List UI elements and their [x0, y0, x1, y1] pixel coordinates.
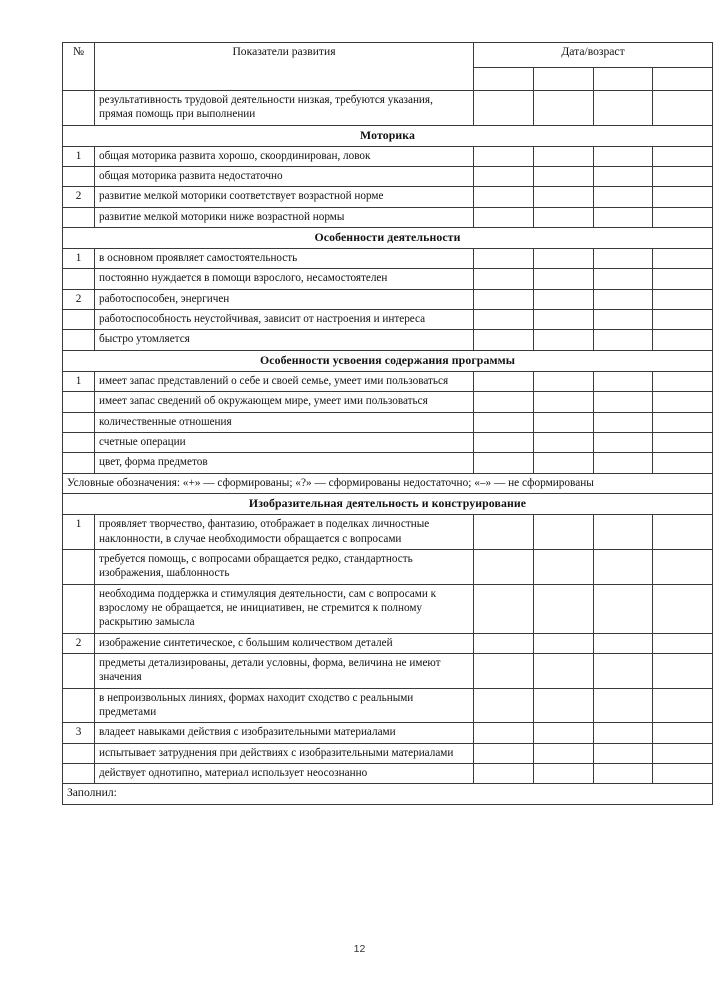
rating-cell-r15-c-2[interactable] [533, 412, 593, 432]
row-number [63, 392, 95, 412]
table-row [63, 289, 713, 309]
rating-cell-r11-c-4[interactable] [653, 330, 713, 350]
rating-cell-r16-c-4[interactable] [653, 432, 713, 452]
row-number: 2 [63, 633, 95, 653]
rating-cell-r2-c-3[interactable] [593, 146, 653, 166]
rating-cell-r21-c-3[interactable] [593, 549, 653, 584]
rating-cell-r8-c-4[interactable] [653, 269, 713, 289]
rating-cell-r27-c-1[interactable] [474, 743, 534, 763]
indicator-text: испытывает затруднения при действиях с изобразительными материалами [95, 743, 474, 763]
rating-cell-r15-c-1[interactable] [474, 412, 534, 432]
rating-cell-r10-c-2[interactable] [533, 310, 593, 330]
header-indicator: Показатели развития [95, 43, 474, 91]
rating-cell-r0-c-4[interactable] [653, 91, 713, 126]
row-number: 2 [63, 289, 95, 309]
row-number [63, 743, 95, 763]
rating-cell-r3-c-4[interactable] [653, 167, 713, 187]
rating-cell-r4-c-4[interactable] [653, 187, 713, 207]
indicator-text: имеет запас сведений об окружающем мире, умеет ими пользоваться [95, 392, 474, 412]
rating-cell-r20-c-3[interactable] [593, 515, 653, 550]
indicator-text: постоянно нуждается в помощи взрослого, несамостоятелен [95, 269, 474, 289]
row-number [63, 432, 95, 452]
row-number [63, 549, 95, 584]
table-body [63, 43, 713, 805]
rating-cell-r9-c-4[interactable] [653, 289, 713, 309]
rating-cell-r21-c-1[interactable] [474, 549, 534, 584]
row-number [63, 653, 95, 688]
row-number [63, 269, 95, 289]
section-title: Особенности деятельности [63, 228, 713, 249]
table-row [63, 207, 713, 227]
indicator-text: цвет, форма предметов [95, 453, 474, 473]
section-header-row [63, 350, 713, 371]
rating-cell-r25-c-3[interactable] [593, 688, 653, 723]
rating-cell-r2-c-4[interactable] [653, 146, 713, 166]
row-number [63, 453, 95, 473]
row-number: 1 [63, 515, 95, 550]
row-number [63, 688, 95, 723]
rating-cell-r5-c-2[interactable] [533, 207, 593, 227]
rating-cell-r22-c-4[interactable] [653, 584, 713, 633]
header-number: № [63, 43, 95, 91]
rating-cell-r16-c-2[interactable] [533, 432, 593, 452]
rating-cell-r4-c-2[interactable] [533, 187, 593, 207]
row-number [63, 763, 95, 783]
filled-by-row[interactable] [63, 784, 713, 805]
section-title: Моторика [63, 125, 713, 146]
indicator-text: общая моторика развита недостаточно [95, 167, 474, 187]
table-row [63, 453, 713, 473]
header-date-age: Дата/возраст [474, 43, 713, 68]
rating-cell-r4-c-3[interactable] [593, 187, 653, 207]
indicator-text: развитие мелкой моторики соответствует возрастной норме [95, 187, 474, 207]
row-number [63, 412, 95, 432]
table-row [63, 653, 713, 688]
rating-cell-r15-c-4[interactable] [653, 412, 713, 432]
table-row [63, 167, 713, 187]
table-row [63, 187, 713, 207]
rating-cell-r3-c-2[interactable] [533, 167, 593, 187]
rating-cell-r8-c-2[interactable] [533, 269, 593, 289]
rating-cell-r16-c-3[interactable] [593, 432, 653, 452]
rating-cell-r24-c-4[interactable] [653, 653, 713, 688]
row-number [63, 310, 95, 330]
rating-cell-r7-c-1[interactable] [474, 249, 534, 269]
rating-cell-r26-c-3[interactable] [593, 723, 653, 743]
rating-cell-r28-c-2[interactable] [533, 763, 593, 783]
indicator-text: быстро утомляется [95, 330, 474, 350]
header-date-column-3[interactable] [593, 68, 653, 91]
rating-cell-r13-c-1[interactable] [474, 371, 534, 391]
row-number [63, 167, 95, 187]
indicator-text: работоспособен, энергичен [95, 289, 474, 309]
rating-cell-r16-c-1[interactable] [474, 432, 534, 452]
rating-cell-r28-c-4[interactable] [653, 763, 713, 783]
table-row [63, 515, 713, 550]
rating-cell-r23-c-3[interactable] [593, 633, 653, 653]
indicator-text: работоспособность неустойчивая, зависит от настроения и интереса [95, 310, 474, 330]
legend-row [63, 473, 713, 494]
section-header-row [63, 228, 713, 249]
legend-text: Условные обозначения: «+» — сформированы; «?» — сформированы недостаточно; «–» — не сформированы [63, 473, 713, 494]
rating-cell-r23-c-4[interactable] [653, 633, 713, 653]
rating-cell-r10-c-3[interactable] [593, 310, 653, 330]
rating-cell-r25-c-1[interactable] [474, 688, 534, 723]
rating-cell-r10-c-1[interactable] [474, 310, 534, 330]
row-number [63, 330, 95, 350]
rating-cell-r27-c-4[interactable] [653, 743, 713, 763]
table-row [63, 269, 713, 289]
indicator-text: предметы детализированы, детали условны, форма, величина не имеют значения [95, 653, 474, 688]
rating-cell-r14-c-4[interactable] [653, 392, 713, 412]
rating-cell-r24-c-2[interactable] [533, 653, 593, 688]
table-row [63, 584, 713, 633]
rating-cell-r17-c-1[interactable] [474, 453, 534, 473]
rating-cell-r26-c-4[interactable] [653, 723, 713, 743]
table-row [63, 633, 713, 653]
rating-cell-r9-c-1[interactable] [474, 289, 534, 309]
rating-cell-r20-c-2[interactable] [533, 515, 593, 550]
rating-cell-r10-c-4[interactable] [653, 310, 713, 330]
row-number [63, 584, 95, 633]
rating-cell-r23-c-1[interactable] [474, 633, 534, 653]
table-row [63, 330, 713, 350]
row-number [63, 207, 95, 227]
rating-cell-r27-c-3[interactable] [593, 743, 653, 763]
rating-cell-r22-c-2[interactable] [533, 584, 593, 633]
filled-by-label: Заполнил: [63, 784, 713, 805]
rating-cell-r21-c-2[interactable] [533, 549, 593, 584]
row-number: 3 [63, 723, 95, 743]
assessment-sheet [62, 42, 712, 805]
rating-cell-r0-c-2[interactable] [533, 91, 593, 126]
table-row [63, 549, 713, 584]
rating-cell-r17-c-3[interactable] [593, 453, 653, 473]
rating-cell-r7-c-3[interactable] [593, 249, 653, 269]
rating-cell-r2-c-2[interactable] [533, 146, 593, 166]
section-title: Особенности усвоения содержания программы [63, 350, 713, 371]
rating-cell-r20-c-1[interactable] [474, 515, 534, 550]
section-title: Изобразительная деятельность и конструирование [63, 494, 713, 515]
rating-cell-r13-c-4[interactable] [653, 371, 713, 391]
indicator-text: счетные операции [95, 432, 474, 452]
indicator-text: в непроизвольных линиях, формах находит сходство с реальными предметами [95, 688, 474, 723]
table-row [63, 392, 713, 412]
rating-cell-r3-c-3[interactable] [593, 167, 653, 187]
indicator-text: количественные отношения [95, 412, 474, 432]
indicator-text: результативность трудовой деятельности низкая, требуются указания, прямая помощь при выполнении [95, 91, 474, 126]
table-row [63, 432, 713, 452]
row-number: 1 [63, 371, 95, 391]
table-row [63, 743, 713, 763]
table-row [63, 412, 713, 432]
table-row [63, 249, 713, 269]
rating-cell-r26-c-1[interactable] [474, 723, 534, 743]
rating-cell-r14-c-1[interactable] [474, 392, 534, 412]
rating-cell-r4-c-1[interactable] [474, 187, 534, 207]
indicator-text: проявляет творчество, фантазию, отображает в поделках личностные наклонности, в случае необходимости обращается с вопросами [95, 515, 474, 550]
row-number: 1 [63, 146, 95, 166]
development-indicators-table [62, 42, 713, 805]
indicator-text: развитие мелкой моторики ниже возрастной нормы [95, 207, 474, 227]
rating-cell-r11-c-3[interactable] [593, 330, 653, 350]
indicator-text: имеет запас представлений о себе и своей семье, умеет ими пользоваться [95, 371, 474, 391]
rating-cell-r5-c-1[interactable] [474, 207, 534, 227]
rating-cell-r26-c-2[interactable] [533, 723, 593, 743]
rating-cell-r21-c-4[interactable] [653, 549, 713, 584]
row-number: 1 [63, 249, 95, 269]
indicator-text: общая моторика развита хорошо, скоординирован, ловок [95, 146, 474, 166]
rating-cell-r27-c-2[interactable] [533, 743, 593, 763]
rating-cell-r7-c-4[interactable] [653, 249, 713, 269]
header-date-column-4[interactable] [653, 68, 713, 91]
rating-cell-r0-c-1[interactable] [474, 91, 534, 126]
section-header-row [63, 125, 713, 146]
row-number [63, 91, 95, 126]
table-row [63, 688, 713, 723]
rating-cell-r22-c-3[interactable] [593, 584, 653, 633]
rating-cell-r2-c-1[interactable] [474, 146, 534, 166]
indicator-text: изображение синтетическое, с большим количеством деталей [95, 633, 474, 653]
rating-cell-r13-c-2[interactable] [533, 371, 593, 391]
rating-cell-r14-c-3[interactable] [593, 392, 653, 412]
rating-cell-r20-c-4[interactable] [653, 515, 713, 550]
rating-cell-r28-c-3[interactable] [593, 763, 653, 783]
rating-cell-r28-c-1[interactable] [474, 763, 534, 783]
rating-cell-r5-c-4[interactable] [653, 207, 713, 227]
page-number: 12 [353, 943, 366, 955]
rating-cell-r8-c-3[interactable] [593, 269, 653, 289]
table-row [63, 310, 713, 330]
rating-cell-r14-c-2[interactable] [533, 392, 593, 412]
table-row [63, 763, 713, 783]
indicator-text: действует однотипно, материал использует неосознанно [95, 763, 474, 783]
rating-cell-r25-c-2[interactable] [533, 688, 593, 723]
indicator-text: владеет навыками действия с изобразительными материалами [95, 723, 474, 743]
rating-cell-r11-c-2[interactable] [533, 330, 593, 350]
rating-cell-r25-c-4[interactable] [653, 688, 713, 723]
rating-cell-r8-c-1[interactable] [474, 269, 534, 289]
header-date-column-1[interactable] [474, 68, 534, 91]
row-number: 2 [63, 187, 95, 207]
rating-cell-r24-c-1[interactable] [474, 653, 534, 688]
table-row [63, 371, 713, 391]
rating-cell-r3-c-1[interactable] [474, 167, 534, 187]
rating-cell-r22-c-1[interactable] [474, 584, 534, 633]
rating-cell-r17-c-2[interactable] [533, 453, 593, 473]
section-header-row [63, 494, 713, 515]
rating-cell-r0-c-3[interactable] [593, 91, 653, 126]
indicator-text: требуется помощь, с вопросами обращается редко, стандартность изображения, шаблонность [95, 549, 474, 584]
rating-cell-r15-c-3[interactable] [593, 412, 653, 432]
header-date-column-2[interactable] [533, 68, 593, 91]
table-header-row [63, 43, 713, 68]
rating-cell-r13-c-3[interactable] [593, 371, 653, 391]
rating-cell-r5-c-3[interactable] [593, 207, 653, 227]
table-row [63, 723, 713, 743]
rating-cell-r11-c-1[interactable] [474, 330, 534, 350]
rating-cell-r7-c-2[interactable] [533, 249, 593, 269]
indicator-text: в основном проявляет самостоятельность [95, 249, 474, 269]
rating-cell-r24-c-3[interactable] [593, 653, 653, 688]
rating-cell-r9-c-2[interactable] [533, 289, 593, 309]
table-row [63, 146, 713, 166]
rating-cell-r9-c-3[interactable] [593, 289, 653, 309]
indicator-text: необходима поддержка и стимуляция деятельности, сам с вопросами к взрослому не обращается, не инициативен, не стремится к полному раскрытию замысла [95, 584, 474, 633]
rating-cell-r23-c-2[interactable] [533, 633, 593, 653]
rating-cell-r17-c-4[interactable] [653, 453, 713, 473]
table-row [63, 91, 713, 126]
